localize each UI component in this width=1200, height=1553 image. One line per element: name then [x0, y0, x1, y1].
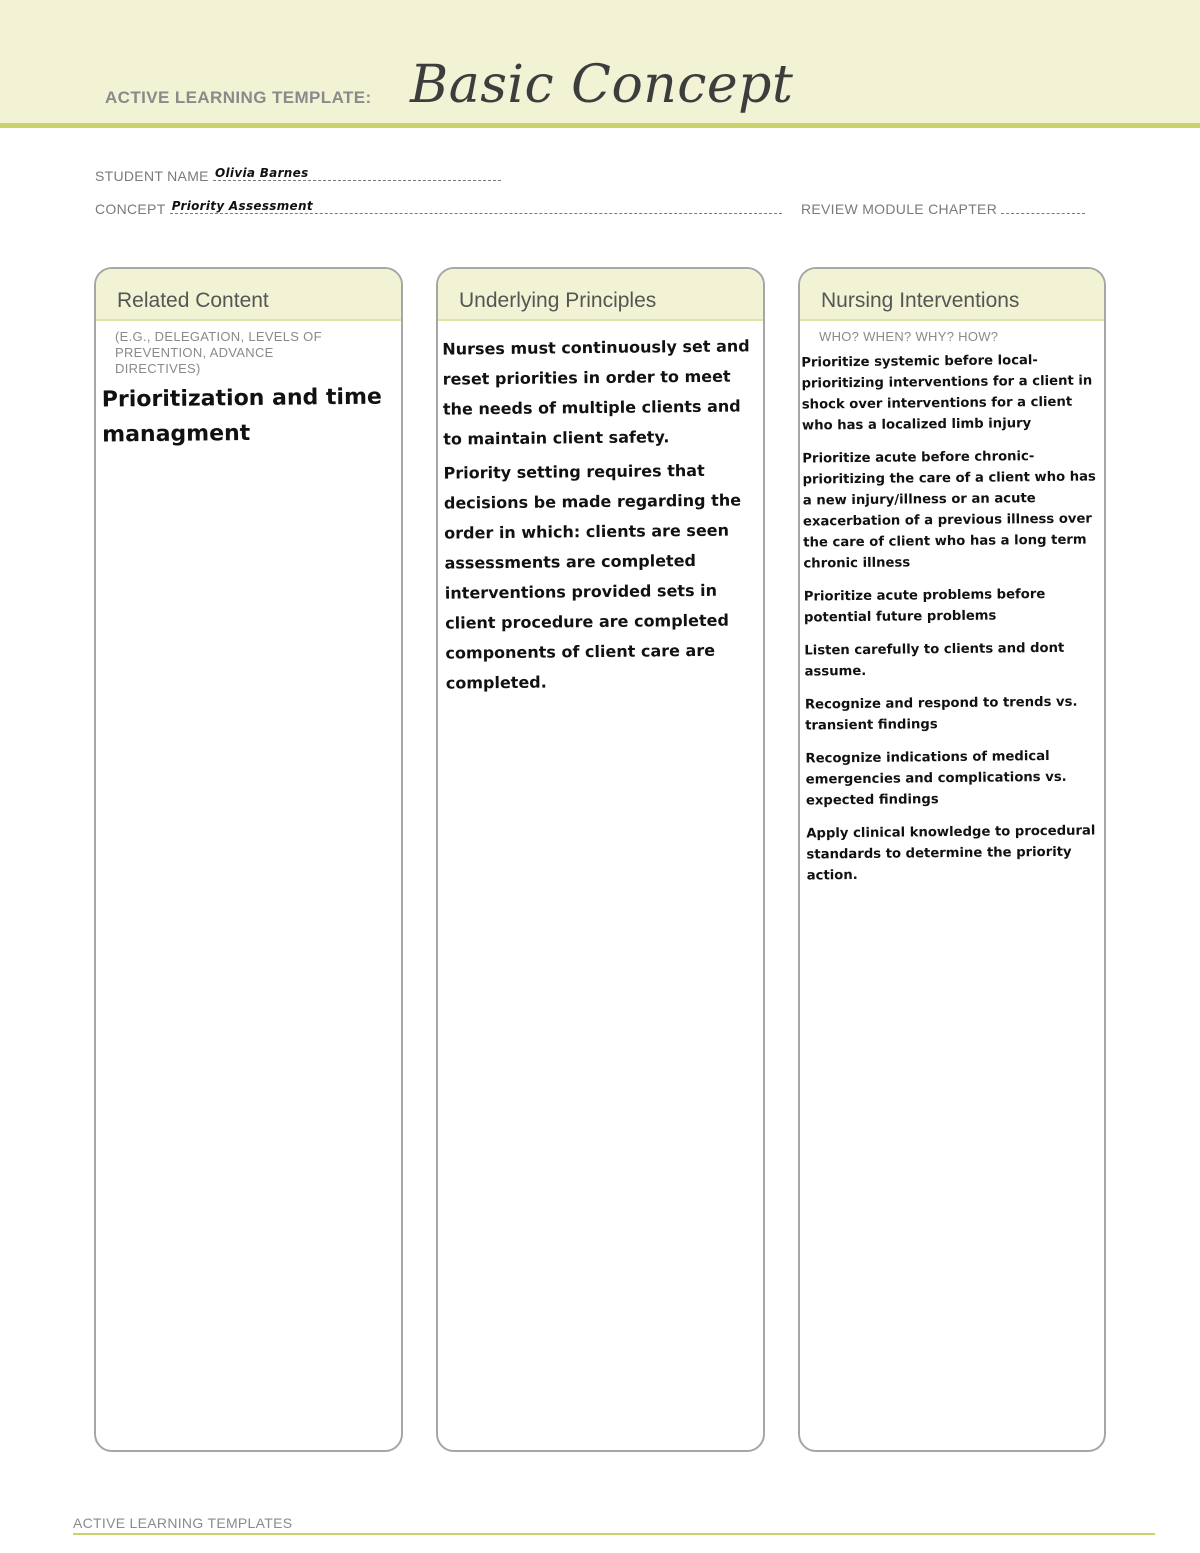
concept-value: Priority Assessment: [171, 199, 313, 213]
underlying-principles-text[interactable]: [436, 319, 765, 698]
intervention-item: Prioritize systemic before local-prioritizing interventions for a client in shock over interventions for a client who has a localized limb injury: [801, 353, 1093, 434]
related-content-text[interactable]: Prioritization and time managment: [101, 384, 383, 448]
review-module-row: [801, 199, 1085, 217]
student-name-label: STUDENT NAME: [95, 168, 209, 184]
intervention-item: Recognize indications of medical emergencies and complications vs. expected findings: [805, 748, 1067, 809]
related-content-title: Related Content: [96, 269, 401, 321]
intervention-item: Apply clinical knowledge to procedural standards to determine the priority action.: [806, 823, 1096, 884]
nursing-interventions-panel: [798, 267, 1106, 1452]
template-label: ACTIVE LEARNING TEMPLATE:: [105, 88, 372, 107]
student-name-field[interactable]: [213, 166, 501, 181]
footer-rule: [73, 1533, 1155, 1535]
intervention-item: Prioritize acute before chronic-prioritizing the care of a client who has a new injury/illness or an acute exacerbation of a previous illness over the care of client who has a long term chronic illness: [802, 449, 1096, 572]
intervention-item: Prioritize acute problems before potential future problems: [803, 587, 1046, 626]
student-name-row: [95, 166, 501, 184]
nursing-interventions-text[interactable]: [798, 343, 1106, 886]
student-name-value: Olivia Barnes: [215, 166, 309, 180]
related-content-subtitle: (E.G., DELEGATION, LEVELS OF PREVENTION, ADVANCE DIRECTIVES): [115, 329, 322, 376]
footer-label: ACTIVE LEARNING TEMPLATES: [73, 1515, 293, 1531]
intervention-item: Recognize and respond to trends vs. transient findings: [804, 694, 1078, 734]
underlying-principles-title: Underlying Principles: [438, 269, 763, 321]
principle-paragraph: Priority setting requires that decisions be made regarding the order in which: clients are seen assessments are completed interventions provided sets in client procedure are completed components of client care are completed.: [443, 460, 742, 693]
nursing-interventions-subtitle: WHO? WHEN? WHY? HOW?: [819, 329, 999, 344]
related-content-panel: [94, 267, 403, 1452]
underlying-principles-panel: [436, 267, 765, 1452]
nursing-interventions-title: Nursing Interventions: [800, 269, 1104, 321]
principle-paragraph: Nurses must continuously set and reset priorities in order to meet the needs of multiple clients and to maintain client safety.: [442, 336, 750, 449]
template-title: Basic Concept: [410, 55, 794, 115]
header-rule: [0, 123, 1200, 128]
concept-field[interactable]: [170, 199, 782, 214]
intervention-item: Listen carefully to clients and dont assume.: [804, 640, 1065, 680]
review-module-label: REVIEW MODULE CHAPTER: [801, 201, 998, 217]
concept-label: CONCEPT: [95, 201, 166, 217]
concept-row: [95, 199, 782, 217]
review-module-field[interactable]: [1001, 199, 1085, 214]
